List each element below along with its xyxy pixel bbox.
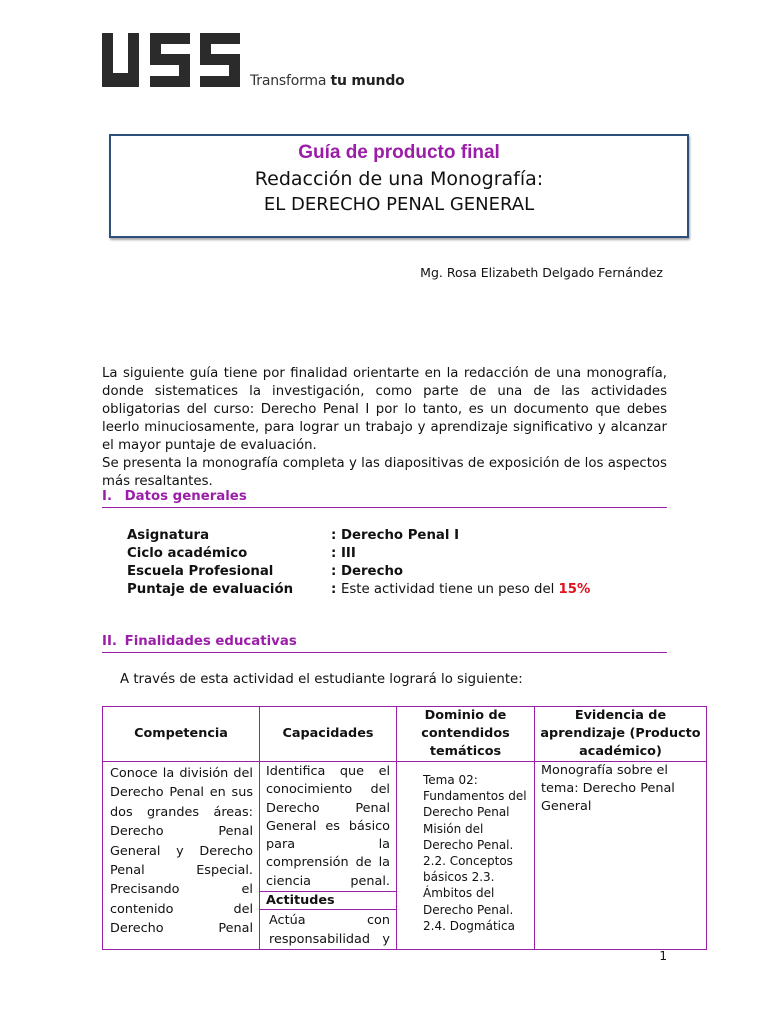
document-subtitle: Redacción de una Monografía: (254, 168, 544, 190)
title-box (109, 134, 689, 238)
datos-row-escuela: Escuela Profesional : Derecho (127, 564, 404, 579)
actitudes-label: Actitudes (260, 891, 396, 910)
document-title: Guía de producto final (298, 142, 500, 163)
table-header-row (103, 707, 707, 762)
cell-dominio: Tema 02: Fundamentos del Derecho Penal Misión del Derecho Penal. 2.2. Conceptos básicos 2.3. Ámbitos del Derecho Penal. 2.4. Dogmática (397, 762, 535, 950)
intro-paragraph-2: Se presenta la monografía completa y las diapositivas de exposición de los aspectos más resaltantes. (102, 456, 667, 489)
header-capacidades: Capacidades (260, 707, 397, 762)
author: Mg. Rosa Elizabeth Delgado Fernández (420, 265, 663, 280)
puntaje-percentage: 15% (558, 582, 591, 597)
section-datos-generales: I. Datos generales (102, 489, 667, 508)
intro-text (102, 365, 667, 491)
datos-row-asignatura: Asignatura : Derecho Penal I (127, 528, 460, 543)
finalidades-lead: A través de esta actividad el estudiante logrará lo siguiente: (120, 672, 523, 687)
cell-competencia: Conoce la división del Derecho Penal en sus dos grandes áreas: Derecho Penal General y Derecho Penal Especial. Precisando el contenido del Derecho Penal (103, 762, 260, 950)
competencias-table (102, 706, 707, 950)
datos-generales-list (127, 527, 590, 599)
intro-paragraph-1: La siguiente guía tiene por finalidad orientarte en la redacción de una monografía, donde sistematices la investigación, como parte de una de las actividades obligatorias del curso: Derecho Penal I por lo tanto, es un documento que debes leerlo minuciosamente, para lograr un trabajo y aprendizaje significativo y alcanzar el mayor puntaje de evaluación. (102, 366, 667, 453)
section-finalidades: II. Finalidades educativas (102, 634, 667, 653)
header-evidencia: Evidencia de aprendizaje (Producto académico) (535, 707, 707, 762)
datos-row-puntaje: Puntaje de evaluación : Este actividad tiene un peso del 15% (127, 582, 591, 597)
table-row (103, 762, 707, 950)
section-title: Datos generales (124, 489, 247, 504)
header-competencia: Competencia (103, 707, 260, 762)
cell-capacidades: Identifica que el conocimiento del Derecho Penal General es básico para la comprensión de la ciencia penal. Actitudes Actúa con responsabilidad y (260, 762, 397, 950)
actitudes-text: Actúa con responsabilidad y (269, 913, 390, 948)
logo-tagline: Transforma tu mundo (250, 73, 405, 89)
section-title: Finalidades educativas (124, 634, 297, 649)
document-topic: EL DERECHO PENAL GENERAL (263, 194, 535, 215)
uss-logo (102, 33, 242, 87)
header-dominio: Dominio de contendidos temáticos (397, 707, 535, 762)
cell-evidencia: Monografía sobre el tema: Derecho Penal General (535, 762, 707, 950)
datos-row-ciclo: Ciclo académico : III (127, 546, 356, 561)
page-number: 1 (659, 949, 667, 963)
